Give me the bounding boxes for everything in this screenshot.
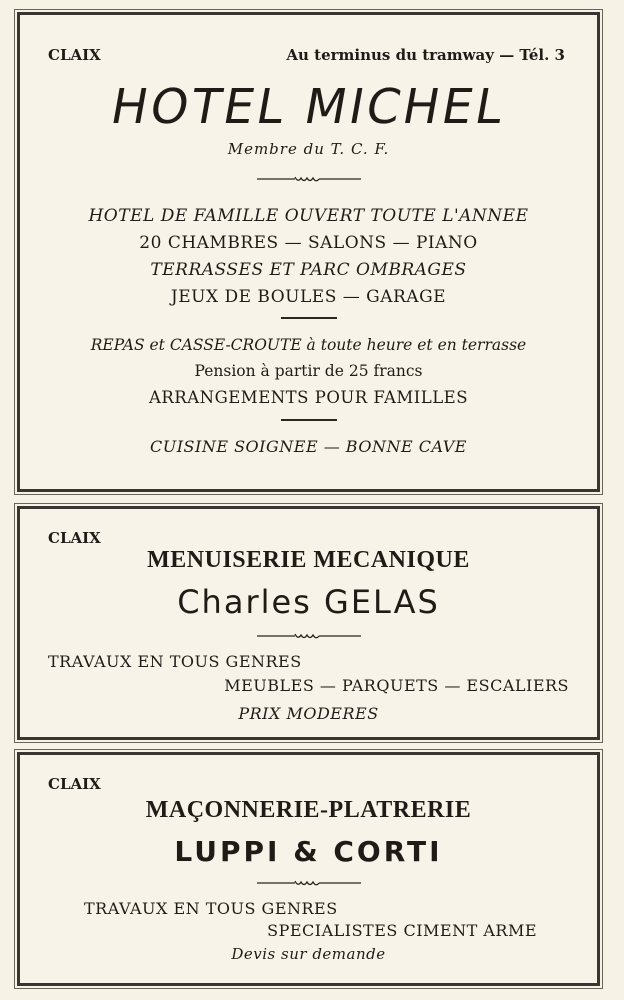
hotel-feature-3: TERRASSES ET PARC OMBRAGES: [150, 260, 467, 280]
hotel-membership: Membre du T. C. F.: [227, 140, 390, 158]
maconnerie-ad: [17, 752, 600, 986]
menuiserie-line-2: MEUBLES — PARQUETS — ESCALIERS: [224, 676, 569, 695]
rule-divider: [281, 419, 337, 421]
menuiserie-line-3: PRIX MODERES: [238, 704, 379, 723]
maconnerie-name: LUPPI & CORTI: [174, 835, 443, 868]
hotel-cuisine: CUISINE SOIGNEE — BONNE CAVE: [150, 437, 467, 456]
rule-divider: [281, 317, 337, 319]
hotel-michel-ad: [17, 12, 600, 492]
ornament-divider: [20, 629, 597, 643]
hotel-town: CLAIX: [48, 46, 101, 64]
hotel-pension: Pension à partir de 25 francs: [194, 362, 423, 380]
menuiserie-ad: [17, 506, 600, 740]
hotel-arrangements: ARRANGEMENTS POUR FAMILLES: [148, 388, 469, 407]
menuiserie-line-1: TRAVAUX EN TOUS GENRES: [48, 652, 302, 671]
maconnerie-town: CLAIX: [48, 775, 101, 793]
maconnerie-trade: MAÇONNERIE-PLATRERIE: [145, 797, 472, 823]
hotel-name: HOTEL MICHEL: [106, 79, 511, 135]
hotel-feature-1: HOTEL DE FAMILLE OUVERT TOUTE L'ANNEE: [88, 206, 529, 226]
hotel-meals: REPAS et CASSE-CROUTE à toute heure et en terrasse: [90, 336, 527, 354]
menuiserie-trade: MENUISERIE MECANIQUE: [147, 547, 470, 573]
ornament-divider: [20, 172, 597, 186]
maconnerie-line-3: Devis sur demande: [231, 945, 386, 963]
menuiserie-name: Charles GELAS: [177, 583, 440, 621]
hotel-feature-2: 20 CHAMBRES — SALONS — PIANO: [139, 233, 478, 253]
hotel-location: Au terminus du tramway — Tél. 3: [286, 46, 565, 64]
menuiserie-town: CLAIX: [48, 529, 101, 547]
maconnerie-line-2: SPECIALISTES CIMENT ARME: [267, 921, 537, 940]
ornament-divider: [20, 876, 597, 890]
maconnerie-line-1: TRAVAUX EN TOUS GENRES: [84, 899, 338, 918]
hotel-feature-4: JEUX DE BOULES — GARAGE: [170, 287, 447, 307]
